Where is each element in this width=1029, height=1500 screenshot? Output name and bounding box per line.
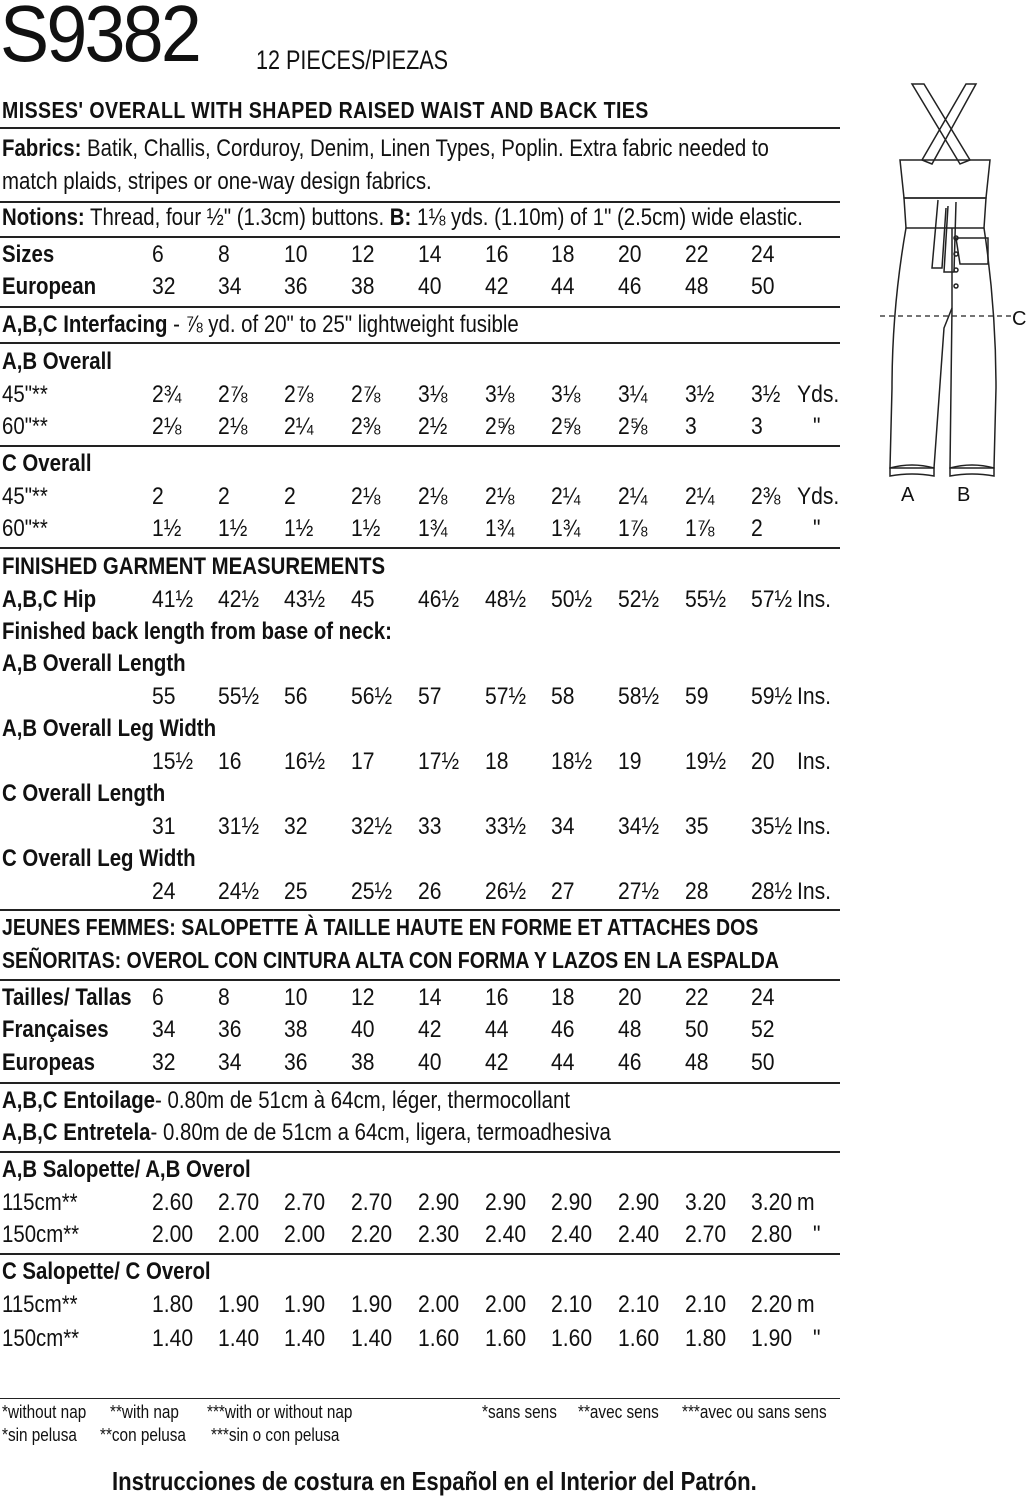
divider: [0, 1253, 840, 1255]
cell-value: 2.90: [485, 1189, 527, 1216]
cell-value: 1.90: [751, 1325, 793, 1352]
cell-value: 2⅜: [751, 483, 781, 510]
cell-value: 3⅛: [418, 381, 448, 408]
ab-salopette-115-row: [0, 1189, 840, 1221]
cell-value: 35½: [751, 813, 793, 840]
divider: [0, 909, 840, 911]
cell-value: 2.80: [751, 1221, 793, 1248]
cell-value: 2.70: [284, 1189, 326, 1216]
cell-value: 34: [218, 1049, 242, 1076]
footnote-en-1: *without nap: [2, 1402, 87, 1422]
cell-value: 40: [418, 273, 442, 300]
interfacing-line: [2, 311, 519, 339]
cell-value: 3: [685, 413, 697, 440]
divider: [0, 1151, 840, 1153]
view-a-label: A: [901, 484, 915, 506]
cell-value: 18: [551, 984, 575, 1011]
cell-value: 2: [284, 483, 296, 510]
cell-value: 2⅞: [284, 381, 314, 408]
cell-value: 12: [351, 984, 375, 1011]
cell-value: 14: [418, 241, 442, 268]
cell-value: 1.40: [218, 1325, 260, 1352]
cell-value: 36: [284, 1049, 308, 1076]
row-label: 115cm**: [2, 1291, 78, 1318]
divider: [0, 1082, 840, 1084]
entretela-text: - 0.80m de de 51cm a 64cm, ligera, termoadhesiva: [150, 1119, 611, 1146]
cell-value: 2⅝: [618, 413, 648, 440]
cell-value: 32: [152, 1049, 176, 1076]
cell-value: 16: [485, 241, 509, 268]
cell-value: 2.10: [618, 1291, 660, 1318]
cell-value: 2⅛: [351, 483, 381, 510]
cell-value: 34: [551, 813, 575, 840]
cell-value: 28: [685, 878, 709, 905]
cell-value: 46½: [418, 586, 460, 613]
ab-overall-heading: A,B Overall: [2, 348, 112, 375]
cell-value: 34: [152, 1016, 176, 1043]
cell-value: 58: [551, 683, 575, 710]
divider: [0, 236, 840, 238]
cell-value: 1½: [218, 515, 248, 542]
cell-value: 1.80: [685, 1325, 727, 1352]
cell-value: 52½: [618, 586, 660, 613]
unit-label: ": [813, 1325, 821, 1352]
cell-value: 44: [485, 1016, 509, 1043]
cell-value: 18: [551, 241, 575, 268]
fabrics-line-2: match plaids, stripes or one-way design fabrics.: [2, 168, 432, 195]
cell-value: 46: [618, 1049, 642, 1076]
entretela-line: [2, 1119, 611, 1147]
divider: [0, 547, 840, 549]
cell-value: 2⅛: [418, 483, 448, 510]
cell-value: 2.10: [685, 1291, 727, 1318]
cell-value: 12: [351, 241, 375, 268]
cell-value: 25: [284, 878, 308, 905]
cell-value: 1.60: [485, 1325, 527, 1352]
ab-salopette-heading: A,B Salopette/ A,B Overol: [2, 1156, 251, 1183]
cell-value: 31: [152, 813, 176, 840]
view-c-label: C: [1012, 308, 1027, 330]
footnote-es-2: **con pelusa: [100, 1425, 186, 1445]
cell-value: 16: [485, 984, 509, 1011]
ab-length-heading: A,B Overall Length: [2, 650, 186, 677]
cell-value: 57½: [485, 683, 527, 710]
cell-value: 16: [218, 748, 242, 775]
cell-value: 2: [218, 483, 230, 510]
unit-label: Ins.: [797, 878, 832, 905]
cell-value: 26½: [485, 878, 527, 905]
cell-value: 19: [618, 748, 642, 775]
cell-value: 15½: [152, 748, 194, 775]
row-label: 60"**: [2, 413, 48, 440]
cell-value: 2½: [418, 413, 448, 440]
cell-value: 2.60: [152, 1189, 194, 1216]
cell-value: 56½: [351, 683, 393, 710]
c-salopette-115-row: [0, 1291, 840, 1323]
unit-label: m: [797, 1189, 815, 1216]
entretela-label: A,B,C Entretela: [2, 1119, 151, 1146]
cell-value: 50½: [551, 586, 593, 613]
cell-value: 1½: [284, 515, 314, 542]
unit-label: Ins.: [797, 586, 832, 613]
entoilage-label: A,B,C Entoilage: [2, 1087, 156, 1114]
cell-value: 42: [485, 1049, 509, 1076]
c-leg-row: [0, 878, 840, 910]
cell-value: 1.40: [284, 1325, 326, 1352]
fabrics-label: Fabrics:: [2, 135, 82, 162]
cell-value: 2⅞: [351, 381, 381, 408]
cell-value: 1½: [351, 515, 381, 542]
cell-value: 3.20: [685, 1189, 727, 1216]
footnote-es-3: ***sin o con pelusa: [211, 1425, 340, 1445]
row-label: 150cm**: [2, 1325, 80, 1352]
cell-value: 2: [751, 515, 763, 542]
cell-value: 1¾: [485, 515, 515, 542]
cell-value: 2.70: [351, 1189, 393, 1216]
interfacing-text: - ⅞ yd. of 20" to 25" lightweight fusible: [167, 311, 519, 338]
cell-value: 2.00: [218, 1221, 260, 1248]
cell-value: 33½: [485, 813, 527, 840]
cell-value: 1.40: [351, 1325, 393, 1352]
hip-row: [0, 586, 840, 618]
row-label: A,B,C Hip: [2, 586, 97, 613]
c-overall-60-row: [0, 515, 840, 547]
unit-label: Ins.: [797, 683, 832, 710]
finished-measurements-heading: FINISHED GARMENT MEASUREMENTS: [2, 553, 386, 580]
back-length-note: Finished back length from base of neck:: [2, 618, 392, 645]
unit-label: Ins.: [797, 813, 832, 840]
notions-b-text: 1⅛ yds. (1.10m) of 1" (2.5cm) wide elastic.: [411, 204, 803, 231]
title-english: MISSES' OVERALL WITH SHAPED RAISED WAIST AND BACK TIES: [2, 97, 649, 123]
entoilage-line: [2, 1087, 570, 1115]
row-label: 150cm**: [2, 1221, 80, 1248]
cell-value: 18½: [551, 748, 593, 775]
cell-value: 34½: [618, 813, 660, 840]
cell-value: 48½: [485, 586, 527, 613]
cell-value: 2.00: [485, 1291, 527, 1318]
cell-value: 2¼: [284, 413, 314, 440]
cell-value: 2⅛: [218, 413, 248, 440]
cell-value: 38: [351, 273, 375, 300]
cell-value: 2.20: [751, 1291, 793, 1318]
cell-value: 24: [751, 241, 775, 268]
c-length-row: [0, 813, 840, 845]
cell-value: 1⅞: [685, 515, 715, 542]
c-overall-heading: C Overall: [2, 450, 92, 477]
c-leg-heading: C Overall Leg Width: [2, 845, 196, 872]
cell-value: 1⅞: [618, 515, 648, 542]
cell-value: 48: [685, 1049, 709, 1076]
cell-value: 28½: [751, 878, 793, 905]
cell-value: 2.90: [551, 1189, 593, 1216]
fabrics-line-1: [2, 135, 769, 163]
cell-value: 17: [351, 748, 375, 775]
notions-label: Notions:: [2, 204, 85, 231]
cell-value: 44: [551, 273, 575, 300]
unit-label: Ins.: [797, 748, 832, 775]
tailles-row: [0, 984, 840, 1016]
cell-value: 1½: [152, 515, 182, 542]
europeas-row: [0, 1049, 840, 1081]
cell-value: 20: [618, 984, 642, 1011]
cell-value: 43½: [284, 586, 326, 613]
unit-label: ": [813, 413, 821, 440]
cell-value: 1.60: [551, 1325, 593, 1352]
divider: [0, 127, 840, 129]
cell-value: 3: [751, 413, 763, 440]
cell-value: 20: [751, 748, 775, 775]
notions-b-label: B:: [389, 204, 412, 231]
ab-overall-60-row: [0, 413, 840, 445]
cell-value: 2⅛: [485, 483, 515, 510]
cell-value: 2.00: [152, 1221, 194, 1248]
cell-value: 42: [485, 273, 509, 300]
cell-value: 2¼: [618, 483, 648, 510]
cell-value: 24½: [218, 878, 260, 905]
cell-value: 2.70: [685, 1221, 727, 1248]
divider: [0, 342, 840, 344]
cell-value: 58½: [618, 683, 660, 710]
cell-value: 1.60: [618, 1325, 660, 1352]
cell-value: 32: [284, 813, 308, 840]
cell-value: 46: [618, 273, 642, 300]
cell-value: 22: [685, 984, 709, 1011]
footnote-en-3: ***with or without nap: [207, 1402, 353, 1422]
footnote-fr-1: *sans sens: [482, 1402, 557, 1422]
cell-value: 55½: [685, 586, 727, 613]
footnote-en-2: **with nap: [110, 1402, 179, 1422]
cell-value: 57: [418, 683, 442, 710]
cell-value: 2¼: [551, 483, 581, 510]
cell-value: 36: [284, 273, 308, 300]
cell-value: 34: [218, 273, 242, 300]
unit-label: Yds.: [797, 381, 840, 408]
cell-value: 2.40: [618, 1221, 660, 1248]
cell-value: 50: [751, 273, 775, 300]
cell-value: 50: [751, 1049, 775, 1076]
cell-value: 2.30: [418, 1221, 460, 1248]
c-overall-45-row: [0, 483, 840, 515]
title-spanish: SEÑORITAS: OVEROL CON CINTURA ALTA CON FORMA Y LAZOS EN LA ESPALDA: [2, 947, 779, 973]
cell-value: 3⅛: [485, 381, 515, 408]
cell-value: 27½: [618, 878, 660, 905]
pieces-count: 12 PIECES/PIEZAS: [256, 45, 449, 75]
cell-value: 22: [685, 241, 709, 268]
cell-value: 2.10: [551, 1291, 593, 1318]
cell-value: 55: [152, 683, 176, 710]
divider: [0, 306, 840, 308]
cell-value: 3½: [751, 381, 781, 408]
cell-value: 2.40: [485, 1221, 527, 1248]
cell-value: 2.90: [618, 1189, 660, 1216]
cell-value: 33: [418, 813, 442, 840]
cell-value: 27: [551, 878, 575, 905]
cell-value: 59: [685, 683, 709, 710]
sizes-row: [0, 241, 840, 273]
cell-value: 52: [751, 1016, 775, 1043]
cell-value: 24: [751, 984, 775, 1011]
c-salopette-heading: C Salopette/ C Overol: [2, 1258, 211, 1285]
divider: [0, 201, 840, 203]
cell-value: 2.70: [218, 1189, 260, 1216]
cell-value: 45: [351, 586, 375, 613]
cell-value: 8: [218, 984, 230, 1011]
cell-value: 2⅛: [152, 413, 182, 440]
footnote-fr-2: **avec sens: [578, 1402, 659, 1422]
cell-value: 31½: [218, 813, 260, 840]
cell-value: 2⅝: [485, 413, 515, 440]
cell-value: 2¼: [685, 483, 715, 510]
cell-value: 2.40: [551, 1221, 593, 1248]
cell-value: 46: [551, 1016, 575, 1043]
cell-value: 18: [485, 748, 509, 775]
cell-value: 14: [418, 984, 442, 1011]
row-label: Françaises: [2, 1016, 109, 1043]
cell-value: 2⅝: [551, 413, 581, 440]
cell-value: 10: [284, 984, 308, 1011]
divider: [0, 979, 840, 981]
cell-value: 8: [218, 241, 230, 268]
cell-value: 1.80: [152, 1291, 194, 1318]
row-label: 45"**: [2, 381, 48, 408]
cell-value: 38: [284, 1016, 308, 1043]
cell-value: 55½: [218, 683, 260, 710]
overall-back-view-illustration: [870, 78, 1029, 518]
cell-value: 50: [685, 1016, 709, 1043]
cell-value: 3¼: [618, 381, 648, 408]
ab-length-row: [0, 683, 840, 715]
cell-value: 57½: [751, 586, 793, 613]
unit-label: ": [813, 515, 821, 542]
cell-value: 40: [351, 1016, 375, 1043]
cell-value: 32: [152, 273, 176, 300]
unit-label: m: [797, 1291, 815, 1318]
ab-leg-row: [0, 748, 840, 780]
european-sizes-row: [0, 273, 840, 305]
cell-value: 35: [685, 813, 709, 840]
ab-leg-heading: A,B Overall Leg Width: [2, 715, 217, 742]
ab-overall-45-row: [0, 381, 840, 413]
cell-value: 1.90: [351, 1291, 393, 1318]
cell-value: 24: [152, 878, 176, 905]
c-salopette-150-row: [0, 1325, 840, 1357]
footnote-fr-3: ***avec ou sans sens: [682, 1402, 827, 1422]
row-label: Sizes: [2, 241, 55, 268]
cell-value: 2.90: [418, 1189, 460, 1216]
cell-value: 2.00: [284, 1221, 326, 1248]
cell-value: 44: [551, 1049, 575, 1076]
cell-value: 3½: [685, 381, 715, 408]
ab-salopette-150-row: [0, 1221, 840, 1253]
cell-value: 20: [618, 241, 642, 268]
cell-value: 48: [685, 273, 709, 300]
footnote-es-1: *sin pelusa: [2, 1425, 77, 1445]
cell-value: 19½: [685, 748, 727, 775]
cell-value: 2⅜: [351, 413, 381, 440]
cell-value: 25½: [351, 878, 393, 905]
cell-value: 42½: [218, 586, 260, 613]
pattern-code: S9382: [0, 0, 200, 78]
cell-value: 2⅞: [218, 381, 248, 408]
cell-value: 6: [152, 241, 164, 268]
francaises-row: [0, 1016, 840, 1048]
cell-value: 36: [218, 1016, 242, 1043]
row-label: 60"**: [2, 515, 48, 542]
notions-line: [2, 204, 803, 232]
notions-text: Thread, four ½" (1.3cm) buttons.: [84, 204, 390, 231]
cell-value: 1.40: [152, 1325, 194, 1352]
cell-value: 2.00: [418, 1291, 460, 1318]
cell-value: 26: [418, 878, 442, 905]
cell-value: 3.20: [751, 1189, 793, 1216]
cell-value: 2: [152, 483, 164, 510]
unit-label: ": [813, 1221, 821, 1248]
cell-value: 59½: [751, 683, 793, 710]
cell-value: 6: [152, 984, 164, 1011]
cell-value: 17½: [418, 748, 460, 775]
cell-value: 1.90: [284, 1291, 326, 1318]
entoilage-text: - 0.80m de 51cm à 64cm, léger, thermocollant: [155, 1087, 571, 1114]
row-label: 45"**: [2, 483, 48, 510]
title-french: JEUNES FEMMES: SALOPETTE À TAILLE HAUTE EN FORME ET ATTACHES DOS: [2, 914, 759, 940]
cell-value: 56: [284, 683, 308, 710]
cell-value: 32½: [351, 813, 393, 840]
spanish-instructions-note: Instrucciones de costura en Español en el Interior del Patrón.: [112, 1466, 757, 1496]
cell-value: 16½: [284, 748, 326, 775]
divider: [0, 1398, 840, 1399]
row-label: 115cm**: [2, 1189, 78, 1216]
row-label: Tailles/ Tallas: [2, 984, 132, 1011]
cell-value: 1.90: [218, 1291, 260, 1318]
interfacing-label: A,B,C Interfacing: [2, 311, 168, 338]
cell-value: 2.20: [351, 1221, 393, 1248]
cell-value: 38: [351, 1049, 375, 1076]
cell-value: 1.60: [418, 1325, 460, 1352]
c-length-heading: C Overall Length: [2, 780, 166, 807]
cell-value: 42: [418, 1016, 442, 1043]
row-label: Europeas: [2, 1049, 95, 1076]
cell-value: 2¾: [152, 381, 182, 408]
unit-label: Yds.: [797, 483, 840, 510]
divider: [0, 445, 840, 447]
cell-value: 40: [418, 1049, 442, 1076]
cell-value: 48: [618, 1016, 642, 1043]
cell-value: 41½: [152, 586, 194, 613]
cell-value: 1¾: [551, 515, 581, 542]
view-b-label: B: [957, 484, 971, 506]
row-label: European: [2, 273, 97, 300]
fabrics-text: Batik, Challis, Corduroy, Denim, Linen Types, Poplin. Extra fabric needed to: [81, 135, 769, 162]
cell-value: 3⅛: [551, 381, 581, 408]
cell-value: 1¾: [418, 515, 448, 542]
cell-value: 10: [284, 241, 308, 268]
